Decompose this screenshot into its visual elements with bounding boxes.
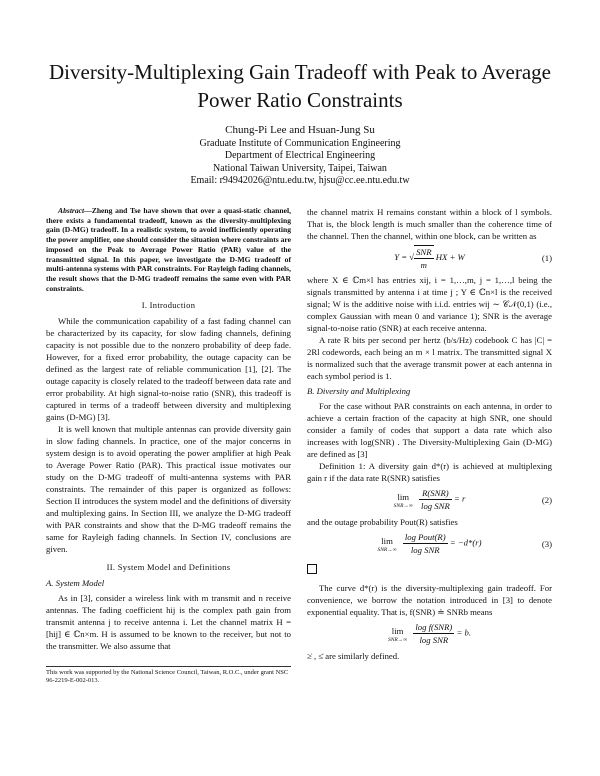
subsection-heading-system-model: A. System Model (46, 578, 105, 589)
right-column (307, 206, 552, 662)
author-names: Chung-Pi Lee and Hsuan-Jung Su (225, 124, 375, 136)
diversity-paragraph: For the case without PAR constraints on each antenna, in order to achieve a certain fraction of the capacity at high SNR, one should consider a family of codes that support a data rate which also increases with log(SNR) . The Diversity-Multiplexing Gain (D-MG) are defined as [3] (307, 401, 552, 459)
notation-paragraph: ≥̇ , ≤̇ are similarly defined. (307, 651, 400, 661)
eq3-lim-sub: SNR→∞ (377, 546, 397, 553)
author-block (100, 124, 500, 188)
variables-paragraph: where X ∈ ℂm×l has entries xij, i = 1,…,m, j = 1,…,l being the signals transmitted by antenna i at time j ; Y ∈ ℂn×l is the received signal; W is the additive noise with i.i.d. entries wij ∼ 𝒞𝒩(0,1) (i.e., complex Gaussian with mean 0 and variance 1); SNR is the average signal-to-noise ratio (SNR) at each receive antenna. (307, 275, 552, 333)
channel-paragraph: the channel matrix H remains constant within a block of l symbols. That is, the block length is much smaller than the coherence time of the channel. Then the channel, within one block, can be written as (307, 207, 552, 241)
affiliation-university: National Taiwan University, Taipei, Taiwan (213, 162, 387, 174)
eq4-numerator: log f(SNR) (415, 622, 453, 632)
section-heading-system-model: II. System Model and Definitions (106, 562, 231, 573)
intro-paragraph-2: It is well known that multiple antennas can provide diversity gain in slow fading channels. In practice, one of the major concerns in system design is to avoid operating the power amplifier at high Peak to Average Power Ratio (PAR). This practical issue motivates our study on the D-MG tradeoff of multi-antenna systems with PAR constraints. The remainder of this paper is organized as follows: Section II introduces the system model and the definitions of diversity and multiplexing gains. In Section III, we analyze the D-MG tradeoff with PAR constraints and show that the D-MG tradeoff remains the same for Rayleigh fading channels. In Section IV, conclusions are given. (46, 424, 291, 555)
author-email: Email: r94942026@ntu.edu.tw, hjsu@cc.ee.ntu.edu.tw (190, 175, 410, 187)
affiliation-department: Department of Electrical Engineering (224, 150, 376, 162)
equation-3 (307, 531, 552, 557)
affiliation-institute: Graduate Institute of Communication Engineering (199, 137, 401, 149)
eq2-rhs: = r (453, 493, 466, 504)
eq1-number: (1) (541, 253, 552, 263)
paper-title: Diversity-Multiplexing Gain Tradeoff with Peak to Average Power Ratio Constraints (49, 60, 551, 112)
subsection-heading-diversity: B. Diversity and Multiplexing (307, 386, 411, 396)
eq4-lim-sub: SNR→∞ (387, 636, 408, 643)
eq1-root-numerator: SNR (416, 247, 432, 257)
eq4-lim: lim (391, 625, 404, 636)
eq4-rhs: = b. (456, 627, 472, 638)
eq2-denominator: log SNR (421, 501, 450, 511)
abstract (46, 206, 291, 293)
equation-4 (307, 621, 552, 647)
abstract-text: —Zheng and Tse have shown that over a quasi-static channel, there exists a fundamental tradeoff, known as the diversity-multiplexing gain (D-MG) tradeoff. In a realistic system, to avoid inefficiently operating the power amplifier, one should consider the situation where constraints are imposed on the Peak to Average Power Ratio (PAR) value of the transmitted signal. In this paper, we investigate the D-MG tradeoff of multi-antenna systems with PAR constraints. For Rayleigh fading channels, the result shows that the D-MG tradeoff remains the same even with PAR constraints. (46, 206, 291, 293)
footnote: This work was supported by the National Science Council, Taiwan, R.O.C., under grant NSC 96-2219-E-002-013. (46, 666, 291, 685)
eq3-numerator: log Pout(R) (404, 532, 446, 542)
eq2-lim: lim (397, 491, 410, 502)
eq3-denominator: log SNR (410, 545, 440, 555)
left-column (46, 206, 291, 652)
eq2-number: (2) (541, 495, 552, 505)
intro-paragraph-1: While the communication capability of a fast fading channel can be characterized by its capacity, for slow fading channels, defining capacity is not possible due to the nonzero probability of deep fade. However, for a fixed error probability, the outage capacity can be defined as the largest rate of reliable communication [1], [2]. The outage capacity is closely related to the tradeoff between data rate and error probability. At high signal-to-noise ratio (SNR), this tradeoff is captured in terms of a tradeoff between diversity and multiplexing gains (D-MG) [3]. (46, 316, 291, 423)
abstract-label: Abstract (58, 206, 85, 215)
eq3-lim: lim (381, 535, 393, 546)
section-heading-introduction: I. Introduction (141, 300, 196, 311)
eq1-lhs: Y = (394, 252, 408, 262)
eq2-lim-sub: SNR→∞ (393, 502, 413, 509)
eq2-numerator: R(SNR) (419, 487, 452, 500)
outage-paragraph: and the outage probability Pout(R) satisfies (307, 517, 458, 527)
system-model-paragraph: As in [3], consider a wireless link with m transmit and n receive antennas. The fading coefficient hij is the complex path gain from transmit antenna j to receive antenna i. Let the channel matrix H = [hij] ∈ ℂn×m. H is assumed to be known to the receiver, but not to the transmitter. We also assume that (46, 593, 291, 652)
eq3-number: (3) (541, 539, 552, 549)
end-marker-box (307, 564, 317, 574)
eq4-denominator: log SNR (419, 635, 449, 645)
tradeoff-paragraph: The curve d*(r) is the diversity-multiplexing gain tradeoff. For convenience, we borrow the notation introduced in [3] to denote exponential equality. That is, f(SNR) ≐ SNRb means (307, 583, 552, 617)
eq1-rhs: HX + W (435, 252, 465, 262)
definition-1: Definition 1: A diversity gain d*(r) is achieved at multiplexing gain r if the data rate R(SNR) satisfies (307, 461, 552, 483)
equation-2 (307, 487, 552, 513)
equation-1: Y = √ $\frac{\text{SNR}}{m}$ HX + W (1) (394, 247, 552, 270)
eq1-root-denominator: m (420, 260, 427, 270)
codebook-paragraph: A rate R bits per second per hertz (b/s/Hz) codebook C has |C| = 2Rl codewords, each being an m × l matrix. The transmitted signal X is normalized such that the average transmit power at each antenna in each symbol period is 1. (307, 335, 552, 381)
eq3-rhs: = −d*(r) (449, 537, 482, 548)
